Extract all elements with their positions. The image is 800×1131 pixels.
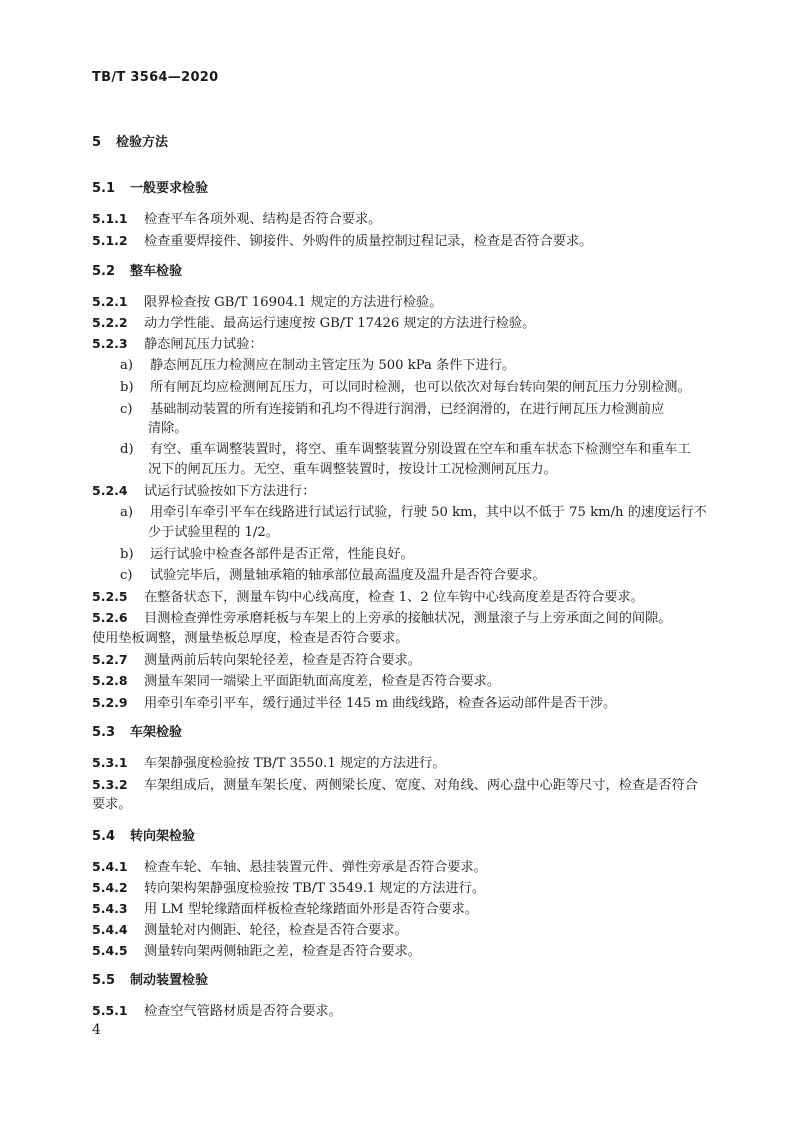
clause-5-3-2-continuation: 要求。 (92, 797, 132, 812)
clause-text: 测量两前后转向架轮径差，检查是否符合要求。 (144, 653, 421, 668)
list-item-a (120, 357, 712, 375)
list-label: c) (120, 402, 133, 417)
clause-number: 5.3.1 (92, 755, 128, 770)
clause-5-2-8 (92, 672, 712, 691)
clause-5-4-1 (92, 858, 712, 877)
clause-number: 5.2.3 (92, 336, 128, 351)
section-5-5-heading (92, 972, 712, 990)
clause-text: 动力学性能、最高运行速度按 GB/T 17426 规定的方法进行检验。 (144, 316, 536, 331)
clause-5-4-2 (92, 879, 712, 898)
clause-text: 检查平车各项外观、结构是否符合要求。 (144, 212, 382, 227)
clause-text: 试运行试验按如下方法进行： (144, 484, 316, 499)
list-text: 静态闸瓦压力检测应在制动主管定压为 500 kPa 条件下进行。 (150, 358, 516, 373)
clause-text: 测量车架同一端梁上平面距轨面高度差，检查是否符合要求。 (144, 674, 501, 689)
clause-text: 用牵引车牵引平车，缓行通过半径 145 m 曲线线路，检查各运动部件是否干涉。 (144, 696, 617, 711)
section-number: 5.5 (92, 973, 116, 988)
list-text: 所有闸瓦均应检测闸瓦压力，可以同时检测，也可以依次对每台转向架的闸瓦压力分别检测。 (150, 380, 691, 395)
section-title: 一般要求检验 (130, 181, 209, 196)
clause-text: 转向架构架静强度检验按 TB/T 3549.1 规定的方法进行。 (144, 881, 486, 896)
clause-number: 5.3.2 (92, 777, 128, 792)
clause-number: 5.2.4 (92, 483, 128, 498)
clause-number: 5.2.2 (92, 315, 128, 330)
list-label: b) (120, 380, 134, 395)
clause-number: 5.1.1 (92, 211, 128, 226)
list-label: b) (120, 547, 134, 562)
clause-5-2-5 (92, 588, 712, 607)
section-title: 制动装置检验 (130, 973, 209, 988)
clause-text: 限界检查按 GB/T 16904.1 规定的方法进行检验。 (144, 295, 443, 310)
list-item-d-continuation: 况下的闸瓦压力。无空、重车调整装置时，按设计工况检测闸瓦压力。 (148, 462, 557, 477)
section-5-3-heading (92, 724, 712, 742)
clause-text: 测量转向架两侧轴距之差，检查是否符合要求。 (144, 944, 421, 959)
clause-text: 车架静强度检验按 TB/T 3550.1 规定的方法进行。 (144, 756, 446, 771)
clause-5-1-2 (92, 232, 712, 251)
clause-5-2-6 (92, 609, 712, 628)
section-number: 5 (92, 135, 102, 150)
clause-text: 车架组成后，测量车架长度、两侧梁长度、宽度、对角线、两心盘中心距等尺寸，检查是否符合 (144, 778, 698, 793)
list-text: 基础制动装置的所有连接销和孔均不得进行润滑，已经润滑的，在进行闸瓦压力检测前应 (150, 402, 665, 417)
clause-number: 5.2.6 (92, 610, 128, 625)
clause-text: 在整备状态下，测量车钩中心线高度，检查 1、2 位车钩中心线高度差是否符合要求。 (144, 590, 644, 605)
list-item-a-continuation: 少于试验里程的 1/2。 (148, 525, 279, 540)
list-text: 运行试验中检查各部件是否正常，性能良好。 (150, 547, 414, 562)
clause-number: 5.4.3 (92, 901, 128, 916)
clause-5-3-1 (92, 754, 712, 773)
clause-5-2-3 (92, 335, 712, 354)
clause-text: 检查空气管路材质是否符合要求。 (144, 1004, 342, 1019)
clause-text: 目测检查弹性旁承磨耗板与车架上的上旁承的接触状况，测量滚子与上旁承面之间的间隙。 (144, 611, 672, 626)
clause-number: 5.5.1 (92, 1003, 128, 1018)
list-item-c-continuation: 清除。 (148, 421, 188, 436)
list-label: a) (120, 358, 134, 373)
section-number: 5.1 (92, 181, 116, 196)
clause-text: 用 LM 型轮缘踏面样板检查轮缘踏面外形是否符合要求。 (144, 902, 478, 917)
clause-5-2-4 (92, 482, 712, 501)
page-number: 4 (92, 1022, 101, 1038)
clause-5-1-1 (92, 210, 712, 229)
list-item-c (120, 401, 712, 419)
clause-5-4-3 (92, 900, 712, 919)
section-5-4-heading (92, 828, 712, 846)
clause-text: 检查重要焊接件、铆接件、外购件的质量控制过程记录，检查是否符合要求。 (144, 234, 593, 249)
list-label: a) (120, 505, 134, 520)
section-title: 车架检验 (130, 725, 183, 740)
clause-5-2-9 (92, 694, 712, 713)
clause-number: 5.2.7 (92, 652, 128, 667)
clause-number: 5.2.1 (92, 294, 128, 309)
list-item-a (120, 504, 712, 522)
list-text: 试验完毕后，测量轴承箱的轴承部位最高温度及温升是否符合要求。 (150, 568, 546, 583)
section-5-heading (92, 134, 712, 152)
clause-text: 测量轮对内侧距、轮径，检查是否符合要求。 (144, 923, 408, 938)
list-text: 有空、重车调整装置时，将空、重车调整装置分别设置在空车和重车状态下检测空车和重车工 (150, 442, 691, 457)
list-item-d (120, 441, 712, 459)
clause-text: 静态闸瓦压力试验： (144, 337, 263, 352)
clause-number: 5.2.5 (92, 589, 128, 604)
list-label: d) (120, 442, 134, 457)
clause-number: 5.4.1 (92, 859, 128, 874)
list-item-b (120, 379, 712, 397)
section-5-1-heading (92, 180, 712, 198)
list-text: 用牵引车牵引平车在线路进行试运行试验，行驶 50 km，其中以不低于 75 km/h 的速度运行不 (150, 505, 707, 520)
list-label: c) (120, 568, 133, 583)
clause-number: 5.1.2 (92, 233, 128, 248)
section-number: 5.2 (92, 264, 116, 279)
section-number: 5.4 (92, 829, 116, 844)
clause-5-3-2 (92, 776, 712, 795)
standard-header: TB/T 3564—2020 (92, 70, 219, 85)
list-item-c (120, 567, 712, 585)
clause-number: 5.4.2 (92, 880, 128, 895)
clause-number: 5.2.8 (92, 673, 128, 688)
section-title: 整车检验 (130, 264, 183, 279)
clause-5-4-5 (92, 942, 712, 961)
clause-5-4-4 (92, 921, 712, 940)
clause-5-2-6-continuation: 使用垫板调整，测量垫板总厚度，检查是否符合要求。 (92, 631, 409, 646)
list-item-b (120, 546, 712, 564)
clause-text: 检查车轮、车轴、悬挂装置元件、弹性旁承是否符合要求。 (144, 860, 487, 875)
clause-5-2-1 (92, 293, 712, 312)
section-5-2-heading (92, 263, 712, 281)
clause-5-2-2 (92, 314, 712, 333)
clause-number: 5.4.5 (92, 943, 128, 958)
clause-5-2-7 (92, 651, 712, 670)
section-number: 5.3 (92, 725, 116, 740)
clause-number: 5.4.4 (92, 922, 128, 937)
section-title: 检验方法 (116, 135, 169, 150)
clause-number: 5.2.9 (92, 695, 128, 710)
clause-5-5-1 (92, 1002, 712, 1021)
section-title: 转向架检验 (130, 829, 196, 844)
